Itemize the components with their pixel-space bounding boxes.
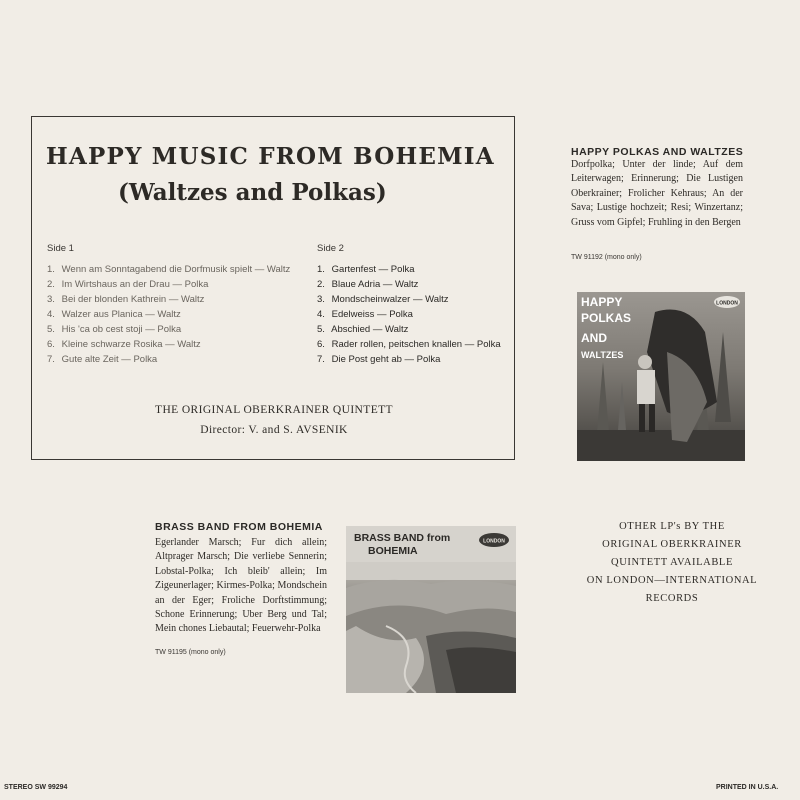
other-lps-notice	[577, 518, 767, 608]
track-item: 4. Edelweiss — Polka	[317, 309, 413, 320]
happy-polkas-album-cover	[577, 292, 745, 461]
track-item: 3. Mondscheinwalzer — Waltz	[317, 294, 449, 305]
svg-text:BRASS BAND from: BRASS BAND from	[354, 532, 451, 544]
happy-polkas-description: Dorfpolka; Unter der linde; Auf dem Leiterwagen; Erinnerung; Die Lustigen Oberkrainer; Frolicher Kehraus; An der Sava; Lustige hochzeit; Resi; Winzertanz; Gruss vom Gipfel; Fruhling in den Bergen	[571, 159, 743, 228]
track-item: 7. Die Post geht ab — Polka	[317, 354, 441, 365]
other-lps-line: ON LONDON—INTERNATIONAL	[586, 575, 758, 586]
track-item: 7. Gute alte Zeit — Polka	[47, 354, 158, 365]
director-credit: Director: V. and S. AVSENIK	[200, 424, 348, 436]
main-album-box	[31, 116, 515, 460]
track-item: 6. Kleine schwarze Rosika — Waltz	[47, 339, 201, 350]
track-item: 1. Gartenfest — Polka	[317, 264, 415, 275]
track-item: 6. Rader rollen, peitschen knallen — Polka	[317, 339, 501, 350]
track-item: 2. Im Wirtshaus an der Drau — Polka	[47, 279, 209, 290]
track-item: 2. Blaue Adria — Waltz	[317, 279, 419, 290]
track-item: 3. Bei der blonden Kathrein — Waltz	[47, 294, 205, 305]
happy-polkas-heading: HAPPY POLKAS AND WALTZES	[571, 146, 744, 158]
brass-band-description: Egerlander Marsch; Fur dich allein; Altprager Marsch; Die verliebe Sennerin; Lobstal-Polka; Ich bleib' allein; Im Zigeunerlager; Kirmes-Polka; Mondschein an der Eger; Froliche Dorftstimmung; Schone Erinnerung; Uber Berg und Tal; Mein chones Liebautal; Feuerwehr-Polka	[155, 537, 327, 635]
track-item: 1. Wenn am Sonntagabend die Dorfmusik spielt — Waltz	[47, 264, 291, 275]
brass-band-heading: BRASS BAND FROM BOHEMIA	[155, 521, 323, 533]
other-lps-line: QUINTETT AVAILABLE	[611, 557, 733, 568]
catalog-number: STEREO SW 99294	[4, 784, 68, 791]
other-lps-line: ORIGINAL OBERKRAINER	[602, 539, 742, 550]
dancers-photo	[577, 292, 745, 461]
svg-text:LONDON: LONDON	[483, 538, 505, 545]
album-title: HAPPY MUSIC FROM BOHEMIA	[46, 143, 495, 170]
brass-band-album-cover	[346, 526, 516, 693]
side2-track-list	[317, 262, 501, 367]
other-lps-line: OTHER LP's BY THE	[619, 521, 725, 532]
track-item: 5. His 'ca ob cest stoji — Polka	[47, 324, 182, 335]
happy-polkas-catalog: TW 91192 (mono only)	[571, 254, 642, 261]
side1-label: Side 1	[47, 243, 74, 254]
svg-text:HAPPY: HAPPY	[581, 295, 623, 309]
brass-band-catalog: TW 91195 (mono only)	[155, 649, 226, 656]
other-lps-line: RECORDS	[645, 593, 699, 604]
side1-track-list	[47, 262, 290, 367]
svg-text:AND: AND	[581, 331, 607, 345]
track-item: 5. Abschied — Waltz	[317, 324, 409, 335]
printed-in-notice: PRINTED IN U.S.A.	[716, 784, 779, 791]
artist-credit: THE ORIGINAL OBERKRAINER QUINTETT	[155, 404, 393, 416]
side2-label: Side 2	[317, 243, 344, 254]
svg-text:LONDON: LONDON	[716, 300, 738, 307]
landscape-photo	[346, 526, 516, 693]
svg-text:WALTZES: WALTZES	[581, 350, 624, 360]
track-item: 4. Walzer aus Planica — Waltz	[47, 309, 181, 320]
album-subtitle: (Waltzes and Polkas)	[118, 179, 387, 206]
svg-text:BOHEMIA: BOHEMIA	[368, 545, 418, 557]
svg-text:POLKAS: POLKAS	[581, 311, 632, 325]
